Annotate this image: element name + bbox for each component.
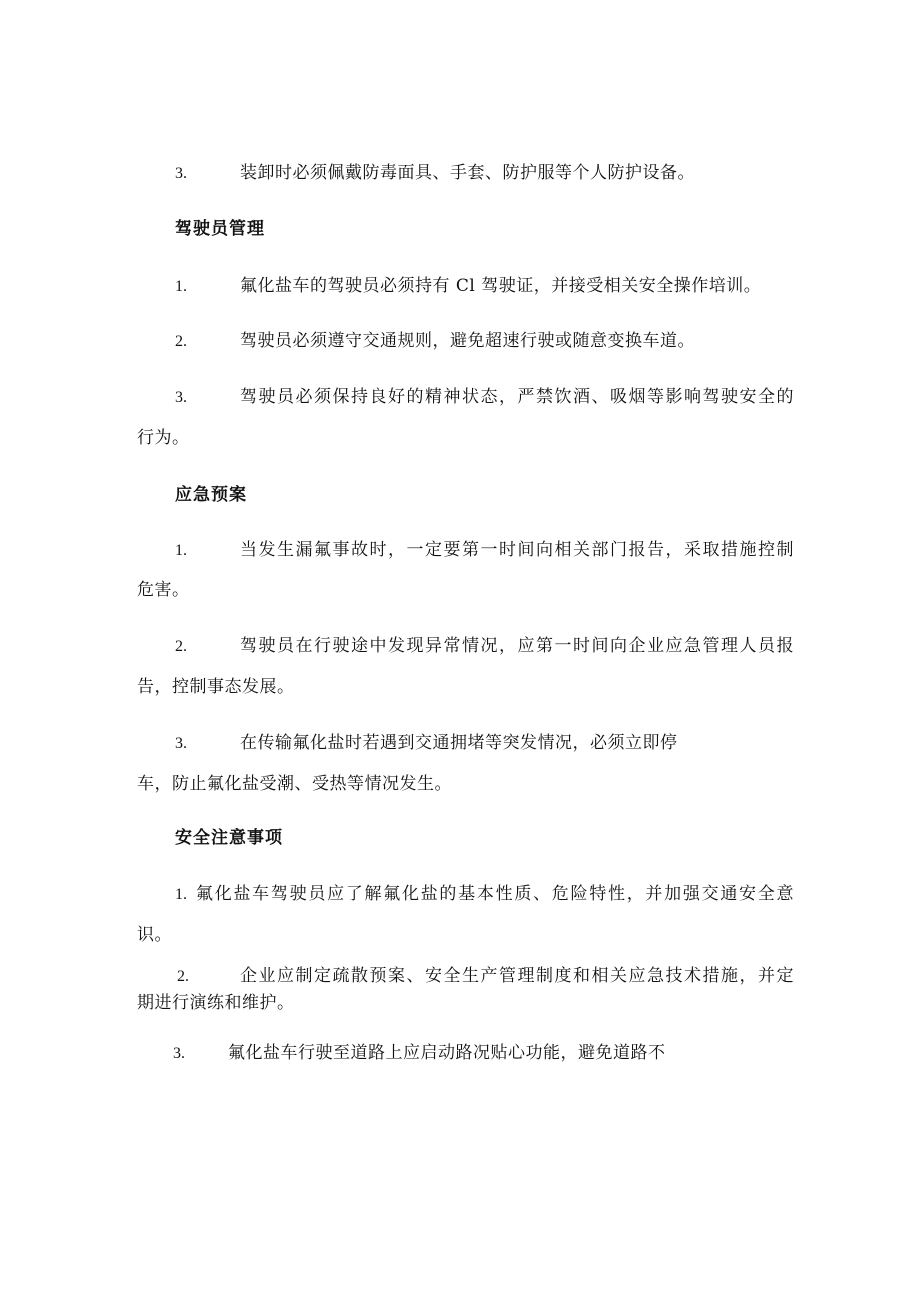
list-item-text-continued: 期进行演练和维护。 — [137, 993, 295, 1013]
list-item-text-continued: 告，控制事态发展。 — [137, 677, 295, 697]
list-item-text: 驾驶员必须保持良好的精神状态，严禁饮酒、吸烟等影响驾驶安全的 — [240, 387, 794, 407]
list-item-text: 氟化盐车驾驶员应了解氟化盐的基本性质、危险特性，并加强交通安全意 — [196, 884, 794, 904]
list-item-text: 氟化盐车行驶至道路上应启动路况贴心功能，避免道路不 — [228, 1043, 666, 1063]
list-number: 3. — [175, 165, 187, 182]
list-item-text: 当发生漏氟事故时，一定要第一时间向相关部门报告，采取措施控制 — [240, 540, 794, 560]
list-item-text-continued: 行为。 — [137, 428, 190, 448]
list-number: 3. — [175, 735, 187, 752]
list-item-text: 装卸时必须佩戴防毒面具、手套、防护服等个人防护设备。 — [240, 163, 695, 183]
list-number: 2. — [175, 638, 187, 655]
list-item-text: 驾驶员必须遵守交通规则，避免超速行驶或随意变换车道。 — [240, 331, 695, 351]
section-heading-safety: 安全注意事项 — [175, 828, 283, 848]
list-item-text-continued: 识。 — [137, 925, 172, 945]
list-item-text: 企业应制定疏散预案、安全生产管理制度和相关应急技术措施，并定 — [240, 966, 794, 986]
list-number: 3. — [173, 1045, 185, 1062]
list-number: 3. — [175, 389, 187, 406]
list-item-text-continued: 危害。 — [137, 580, 190, 600]
list-number: 1. — [175, 886, 187, 903]
list-number: 1. — [175, 542, 187, 559]
list-item-text: 驾驶员在行驶途中发现异常情况，应第一时间向企业应急管理人员报 — [240, 636, 794, 656]
section-heading-driver: 驾驶员管理 — [175, 219, 265, 239]
section-heading-emergency: 应急预案 — [175, 485, 247, 505]
list-number: 2. — [177, 968, 189, 985]
list-item-text: 在传输氟化盐时若遇到交通拥堵等突发情况，必须立即停 — [240, 733, 678, 753]
list-item-text: 氟化盐车的驾驶员必须持有 Cl 驾驶证，并接受相关安全操作培训。 — [240, 276, 762, 296]
list-item-text-continued: 车，防止氟化盐受潮、受热等情况发生。 — [137, 774, 452, 794]
list-number: 2. — [175, 333, 187, 350]
list-number: 1. — [175, 278, 187, 295]
